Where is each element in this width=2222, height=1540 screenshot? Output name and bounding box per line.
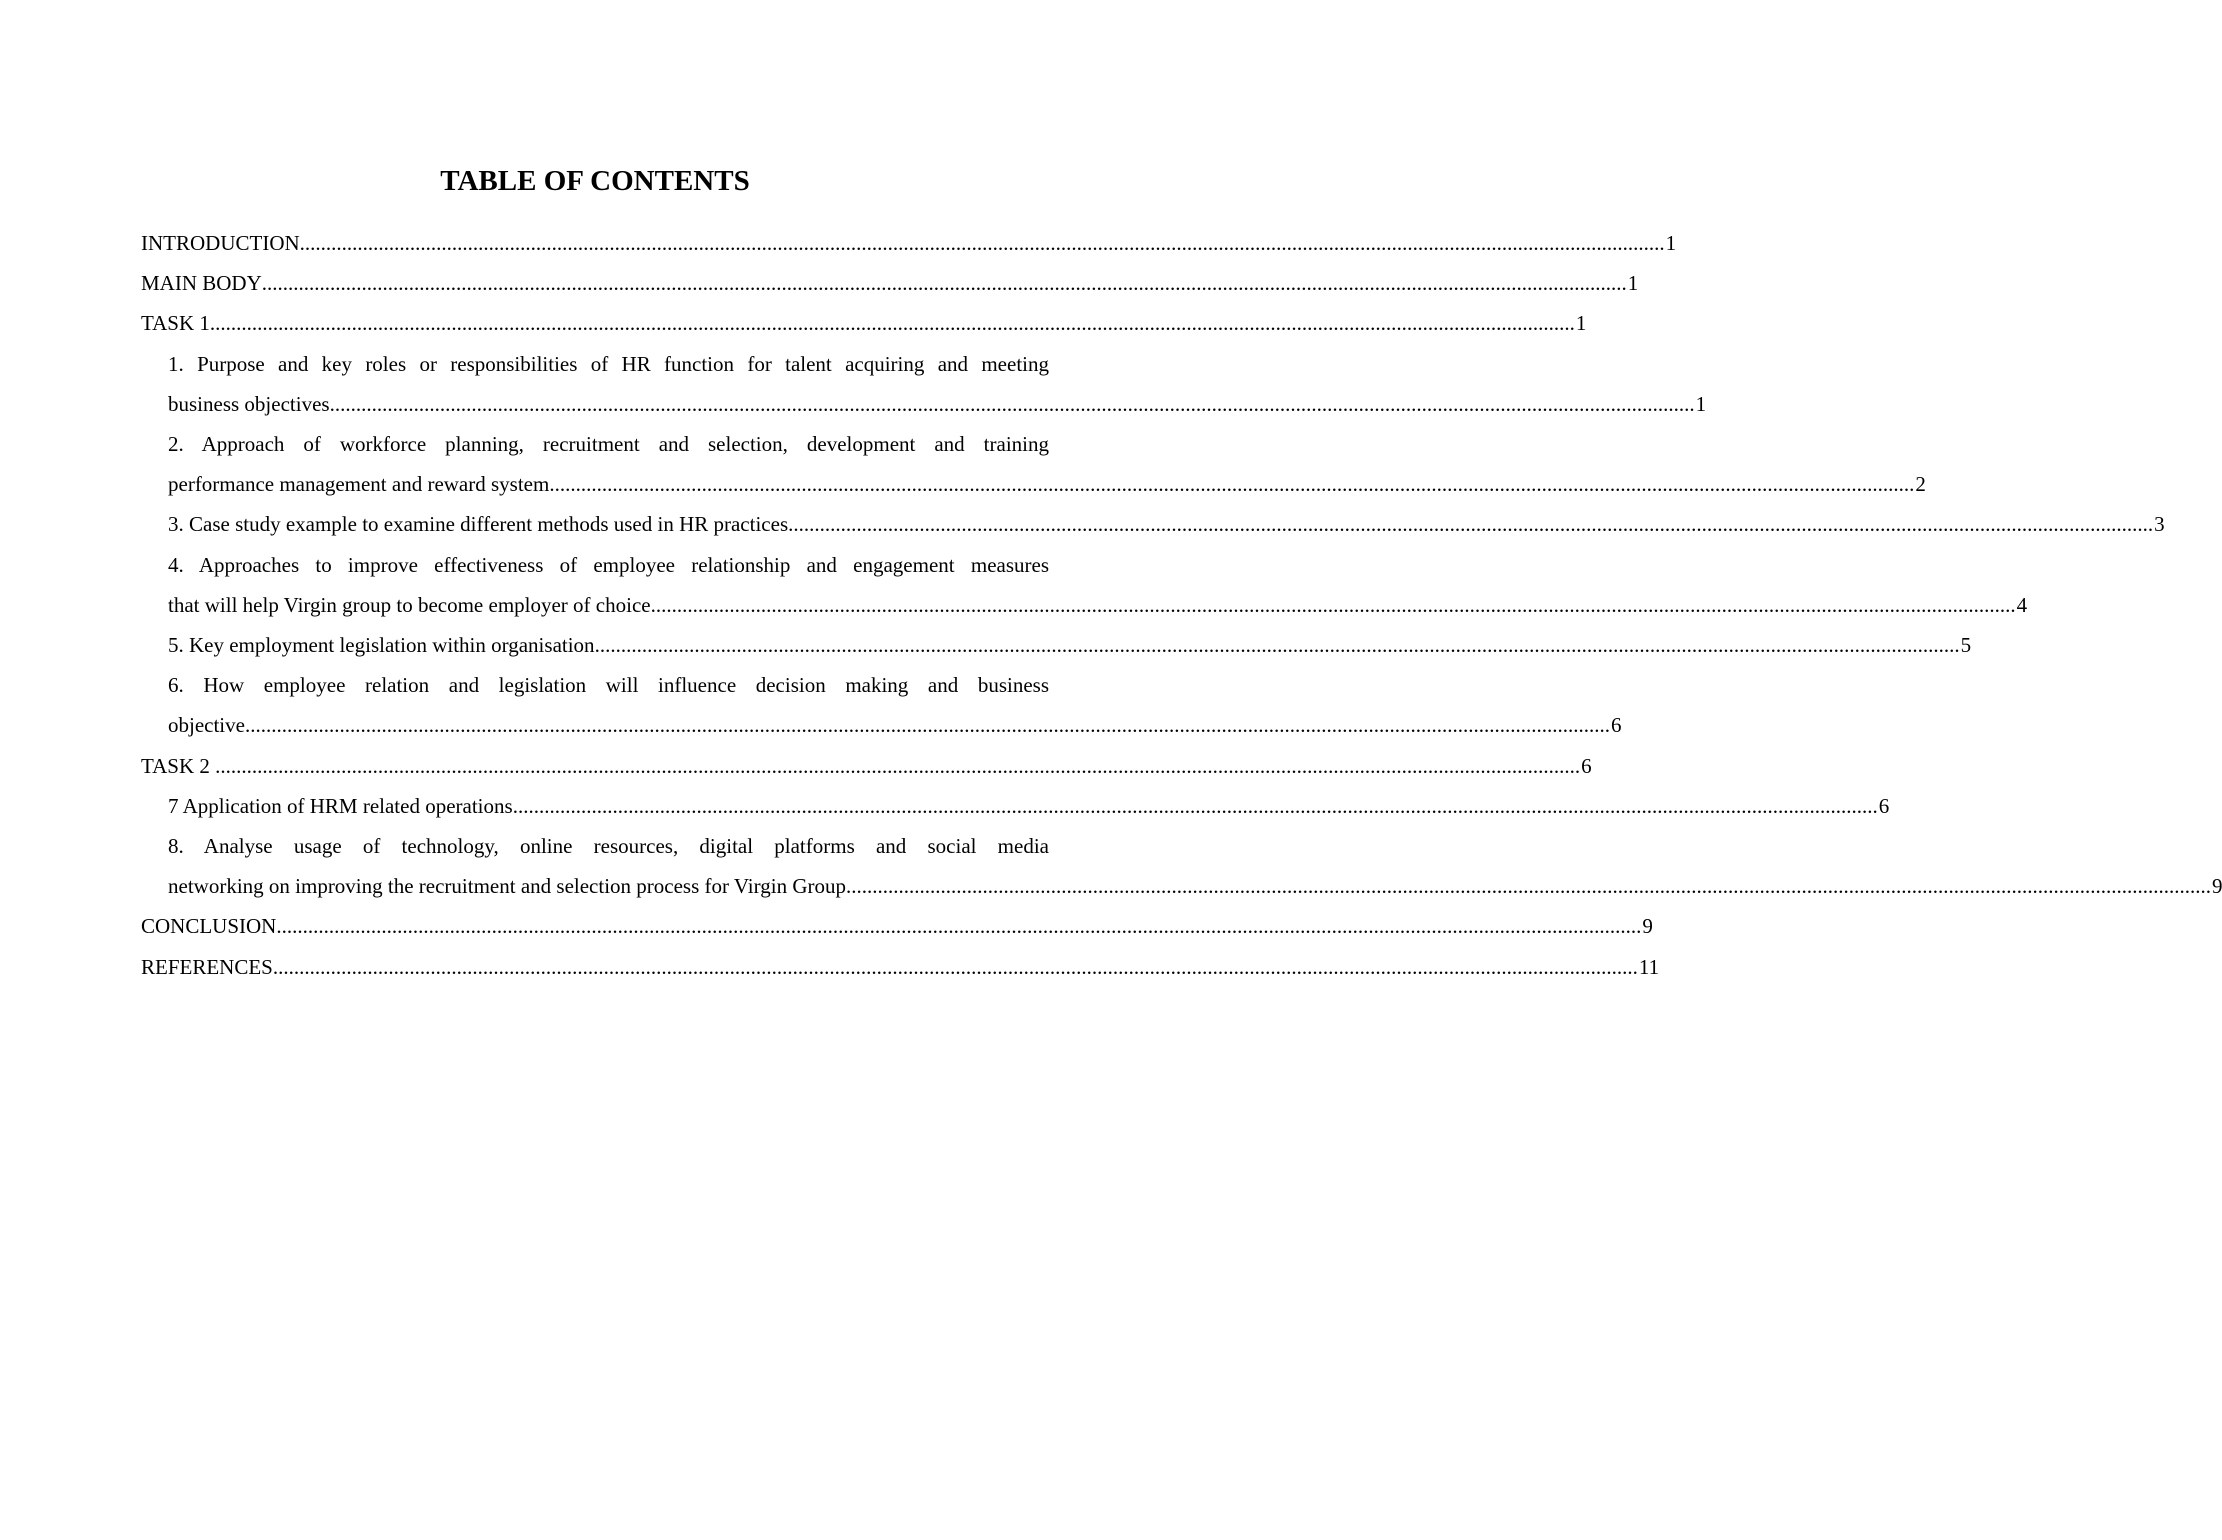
toc-list bbox=[141, 223, 2222, 987]
toc-entry-section-5[interactable] bbox=[141, 625, 1972, 665]
dot-leader bbox=[210, 303, 1575, 343]
toc-page-number: 6 bbox=[1610, 713, 1622, 738]
toc-entry-label: REFERENCES bbox=[141, 954, 273, 979]
dot-leader bbox=[273, 947, 1638, 987]
toc-entry-label: TASK 1 bbox=[141, 311, 210, 336]
dot-leader bbox=[595, 625, 1960, 665]
dot-leader bbox=[549, 464, 1914, 504]
toc-entry-label-line1: 2. Approach of workforce planning, recruitment and selection, development and training bbox=[168, 432, 1049, 457]
toc-entry-label: 3. Case study example to examine different methods used in HR practices bbox=[168, 512, 789, 537]
toc-entry-label-line2: networking on improving the recruitment and selection process for Virgin Group bbox=[168, 874, 846, 899]
dot-leader bbox=[846, 866, 2211, 906]
toc-entry-section-6[interactable] bbox=[141, 665, 1622, 745]
toc-entry-label-line1: 8. Analyse usage of technology, online resources, digital platforms and social media bbox=[168, 834, 1049, 859]
toc-entry-introduction[interactable] bbox=[141, 223, 1677, 263]
dot-leader bbox=[245, 705, 1610, 745]
dot-leader bbox=[262, 263, 1627, 303]
dot-leader bbox=[788, 504, 2153, 544]
toc-entry-section-1[interactable] bbox=[141, 344, 1707, 424]
dot-leader bbox=[651, 585, 2016, 625]
toc-entry-label: INTRODUCTION bbox=[141, 231, 300, 255]
toc-entry-conclusion[interactable] bbox=[141, 906, 1653, 946]
toc-page-number: 2 bbox=[1915, 472, 1926, 497]
toc-entry-references[interactable] bbox=[141, 947, 1660, 987]
toc-entry-section-3[interactable] bbox=[141, 504, 2165, 544]
toc-page-number: 5 bbox=[1960, 633, 1972, 658]
toc-entry-label-line2: objective bbox=[168, 713, 245, 738]
toc-entry-label: 5. Key employment legislation within organisation bbox=[168, 633, 595, 658]
toc-entry-label-line2: business objectives bbox=[168, 391, 330, 416]
toc-entry-label-line2: performance management and reward system bbox=[168, 472, 550, 497]
toc-page-number: 9 bbox=[1642, 914, 1653, 939]
toc-entry-label-line2: that will help Virgin group to become employer of choice bbox=[168, 592, 651, 617]
toc-page-number: 1 bbox=[1627, 271, 1639, 296]
dot-leader bbox=[215, 746, 1580, 786]
toc-entry-main-body[interactable] bbox=[141, 263, 1639, 303]
toc-page-number: 11 bbox=[1638, 954, 1660, 979]
toc-page-number: 1 bbox=[1665, 231, 1677, 255]
toc-entry-section-4[interactable] bbox=[141, 545, 2028, 625]
toc-page-number: 1 bbox=[1695, 391, 1707, 416]
toc-entry-section-2[interactable] bbox=[141, 424, 1926, 504]
dot-leader bbox=[276, 906, 1641, 946]
toc-entry-task-1[interactable] bbox=[141, 303, 1587, 343]
toc-page-number: 4 bbox=[2016, 592, 2028, 617]
toc-entry-label: TASK 2 bbox=[141, 753, 216, 778]
toc-entry-label-line1: 4. Approaches to improve effectiveness of employee relationship and engagement measures bbox=[168, 552, 1049, 577]
toc-entry-section-8[interactable] bbox=[141, 826, 2222, 906]
toc-page-number: 9 bbox=[2211, 874, 2222, 899]
toc-page-number: 6 bbox=[1581, 753, 1592, 778]
toc-entry-label-line1: 6. How employee relation and legislation will influence decision making and business bbox=[168, 673, 1049, 698]
dot-leader bbox=[300, 223, 1665, 263]
toc-entry-label: 7 Application of HRM related operations bbox=[168, 793, 513, 818]
toc-entry-label-line1: 1. Purpose and key roles or responsibilities of HR function for talent acquiring and meeting bbox=[168, 351, 1049, 376]
page-title: TABLE OF CONTENTS bbox=[440, 165, 750, 197]
toc-page-number: 6 bbox=[1878, 793, 1890, 818]
dot-leader bbox=[513, 786, 1878, 826]
toc-page-number: 3 bbox=[2154, 512, 2165, 537]
toc-entry-task-2[interactable] bbox=[141, 746, 1592, 786]
toc-entry-section-7[interactable] bbox=[141, 786, 1890, 826]
dot-leader bbox=[330, 384, 1695, 424]
toc-entry-label: CONCLUSION bbox=[141, 914, 277, 939]
toc-entry-label: MAIN BODY bbox=[141, 271, 262, 296]
toc-page-number: 1 bbox=[1575, 311, 1587, 336]
